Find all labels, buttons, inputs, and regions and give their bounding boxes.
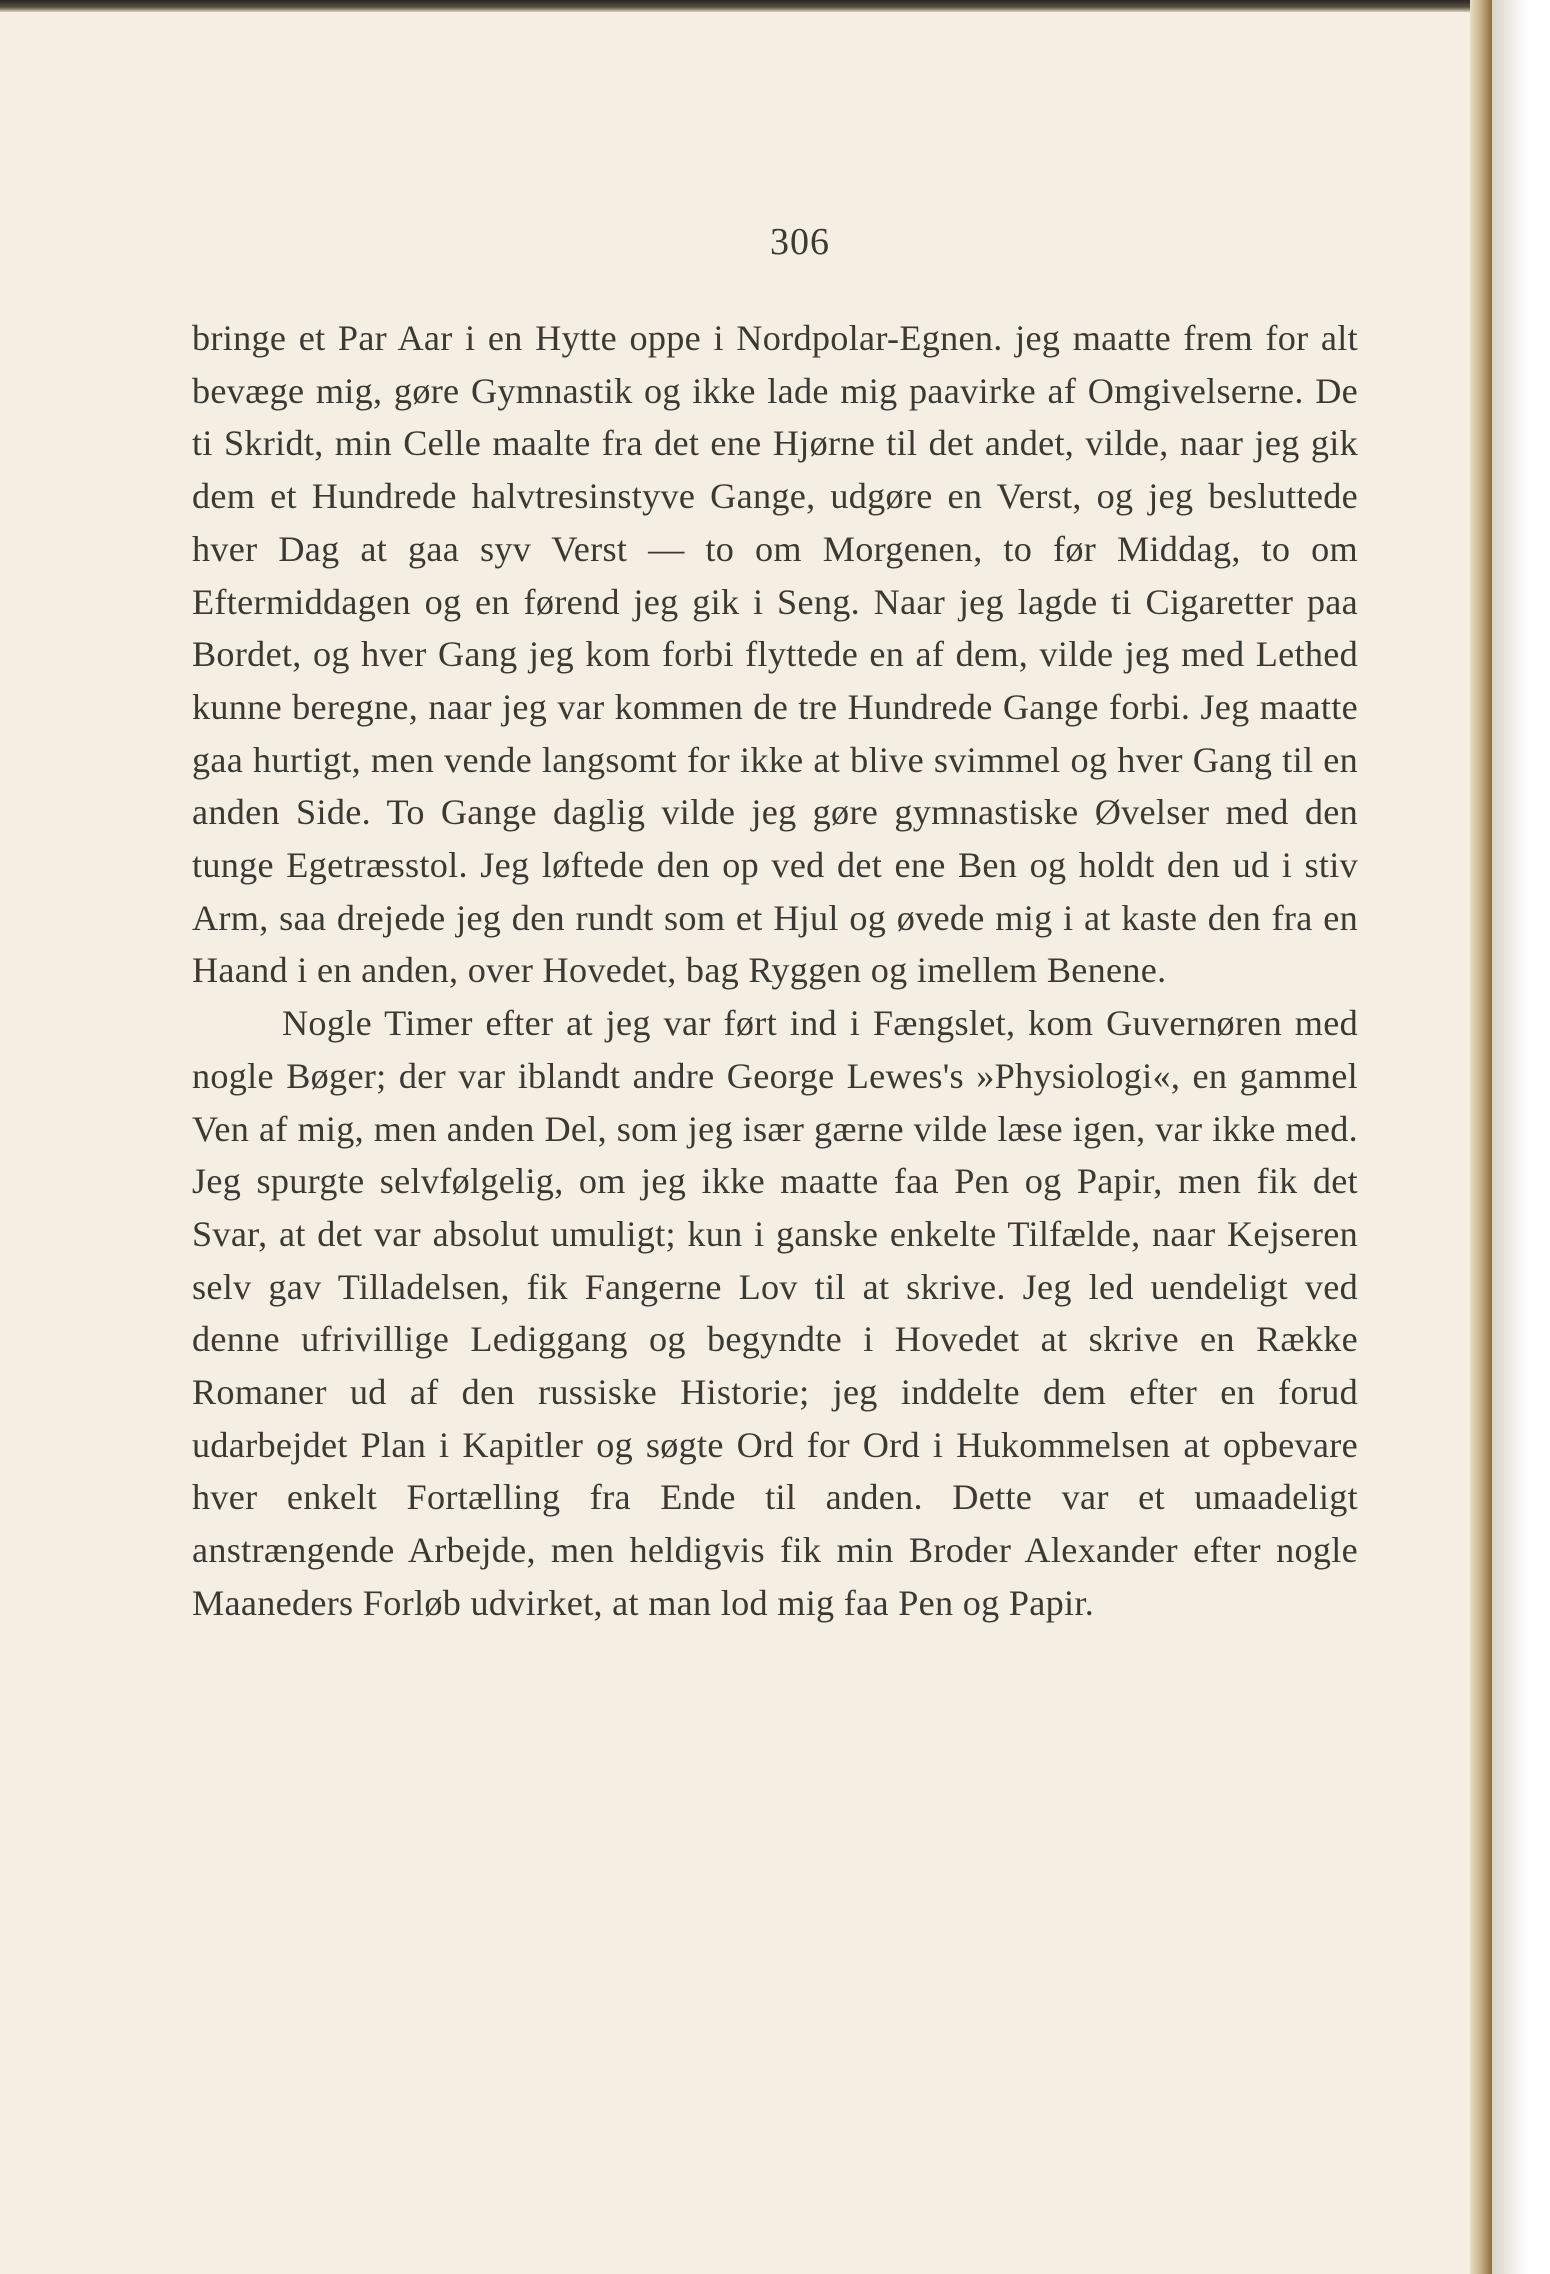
- body-text: [192, 312, 1358, 1630]
- paragraph-2: Nogle Timer efter at jeg var ført ind i Fængslet, kom Guvernøren med nogle Bøger; der var iblandt andre George Lewes's »Physiologi«, en gammel Ven af mig, men anden Del, som jeg især gærne vilde læse igen, var ikke med. Jeg spurgte selvfølgelig, om jeg ikke maatte faa Pen og Papir, men fik det Svar, at det var absolut umuligt; kun i ganske enkelte Tilfælde, naar Kejseren selv gav Tilladelsen, fik Fangerne Lov til at skrive. Jeg led uendeligt ved denne ufrivillige Lediggang og begyndte i Hovedet at skrive en Række Romaner ud af den russiske Historie; jeg inddelte dem efter en forud udarbejdet Plan i Kapitler og søgte Ord for Ord i Hukommelsen at opbevare hver enkelt Fortælling fra Ende til anden. Dette var et umaadeligt anstrængende Arbejde, men heldigvis fik min Broder Alexander efter nogle Maaneders Forløb udvirket, at man lod mig faa Pen og Papir.: [192, 1003, 1358, 1623]
- page-number: 306: [770, 221, 830, 263]
- scan-margin: [1492, 0, 1550, 2274]
- paragraph-1: bringe et Par Aar i en Hytte oppe i Nordpolar-Egnen. jeg maatte frem for alt bevæge mig, gøre Gymnastik og ikke lade mig paavirke af Omgivelserne. De ti Skridt, min Celle maalte fra det ene Hjørne til det andet, vilde, naar jeg gik dem et Hundrede halvtresinstyve Gange, udgøre en Verst, og jeg besluttede hver Dag at gaa syv Verst — to om Morgenen, to før Middag, to om Eftermiddagen og en førend jeg gik i Seng. Naar jeg lagde ti Cigaretter paa Bordet, og hver Gang jeg kom forbi flyttede en af dem, vilde jeg med Lethed kunne beregne, naar jeg var kommen de tre Hundrede Gange forbi. Jeg maatte gaa hurtigt, men vende langsomt for ikke at blive svimmel og hver Gang til en anden Side. To Gange daglig vilde jeg gøre gymnastiske Øvelser med den tunge Egetræsstol. Jeg løftede den op ved det ene Ben og holdt den ud i stiv Arm, saa drejede jeg den rundt som et Hjul og øvede mig i at kaste den fra en Haand i en anden, over Hovedet, bag Ryggen og imellem Benene.: [192, 318, 1358, 991]
- book-spine-edge: [1470, 0, 1492, 2274]
- page-top-edge: [0, 0, 1492, 12]
